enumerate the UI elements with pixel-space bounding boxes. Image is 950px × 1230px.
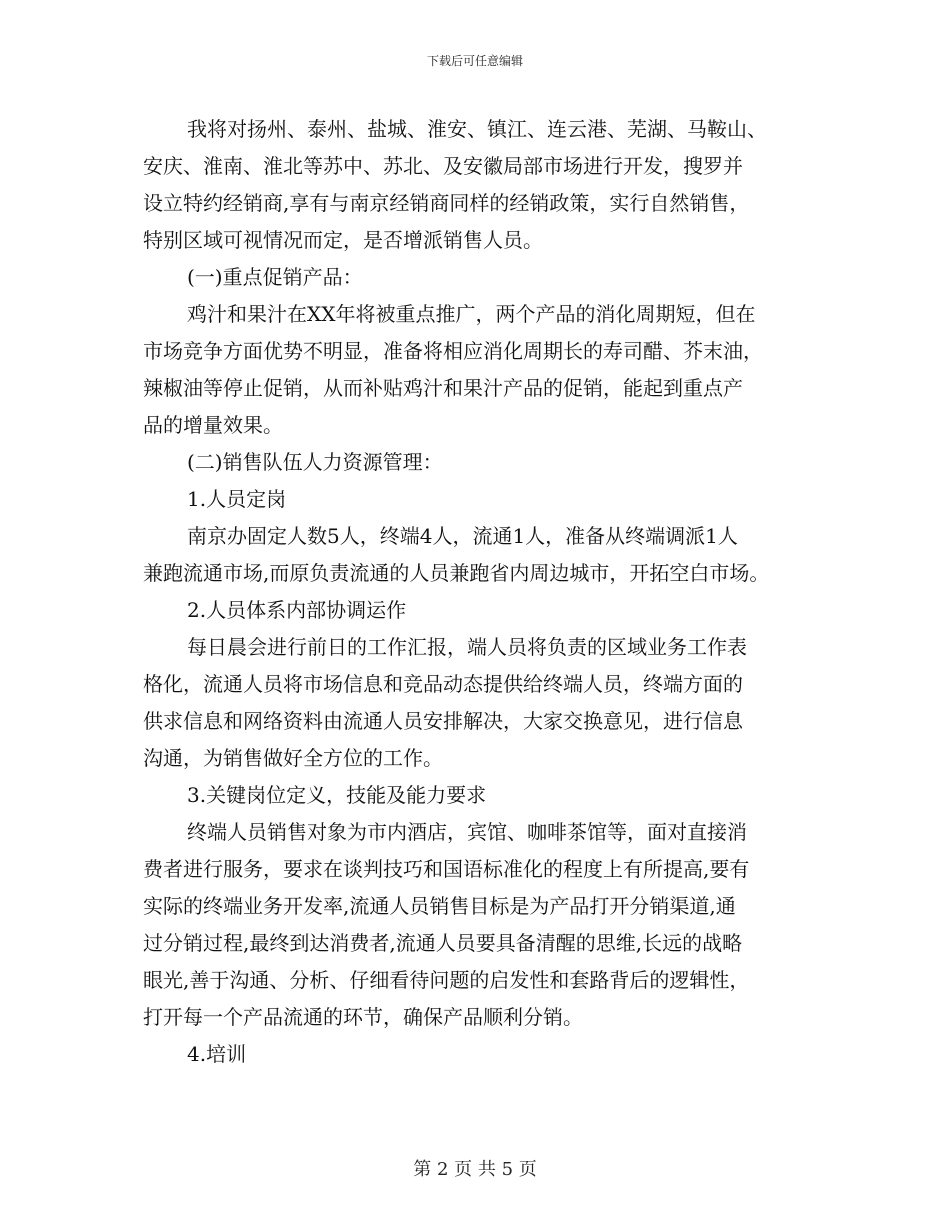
text-line: 辣椒油等停止促销，从而补贴鸡汁和果汁产品的促销，能起到重点产	[143, 376, 743, 400]
text-line: 2.人员体系内部协调运作	[187, 598, 407, 622]
text-line: 3.关键岗位定义，技能及能力要求	[187, 783, 487, 807]
text-line: 鸡汁和果汁在XX年将被重点推广，两个产品的消化周期短，但在	[187, 302, 756, 326]
text-line: 供求信息和网络资料由流通人员安排解决，大家交换意见，进行信息	[143, 709, 743, 733]
text-line: 费者进行服务，要求在谈判技巧和国语标准化的程度上有所提高,要有	[143, 857, 750, 881]
page-header: 下载后可任意编辑	[426, 54, 523, 68]
text-line: 安庆、淮南、淮北等苏中、苏北、及安徽局部市场进行开发，搜罗并	[143, 154, 743, 178]
text-line: 沟通，为销售做好全方位的工作。	[143, 746, 443, 770]
text-line: 兼跑流通市场,而原负责流通的人员兼跑省内周边城市，开拓空白市场。	[143, 561, 770, 585]
text-line: 设立特约经销商,享有与南京经销商同样的经销政策，实行自然销售，	[143, 191, 750, 215]
text-line: 每日晨会进行前日的工作汇报，端人员将负责的区域业务工作表	[187, 635, 747, 659]
text-line: 4.培训	[187, 1042, 247, 1066]
text-line: 特别区域可视情况而定，是否增派销售人员。	[143, 228, 543, 252]
text-line: 我将对扬州、泰州、盐城、淮安、镇江、连云港、芜湖、马鞍山、	[187, 117, 767, 141]
document-body	[143, 111, 823, 1073]
text-line: 格化，流通人员将市场信息和竞品动态提供给终端人员，终端方面的	[143, 672, 743, 696]
text-line: 市场竞争方面优势不明显，准备将相应消化周期长的寿司醋、芥末油，	[143, 339, 763, 363]
text-line: (一)重点促销产品：	[187, 265, 363, 289]
text-line: 南京办固定人数5人，终端4人，流通1人，准备从终端调派1人	[187, 524, 738, 548]
text-line: 过分销过程,最终到达消费者,流通人员要具备清醒的思维,长远的战略	[143, 931, 743, 955]
text-line: 1.人员定岗	[187, 487, 287, 511]
text-line: 终端人员销售对象为市内酒店，宾馆、咖啡茶馆等，面对直接消	[187, 820, 747, 844]
text-line: 品的增量效果。	[143, 413, 283, 437]
text-line: 眼光,善于沟通、分析、仔细看待问题的启发性和套路背后的逻辑性，	[143, 968, 750, 992]
text-line: 打开每一个产品流通的环节，确保产品顺利分销。	[143, 1005, 583, 1029]
text-line: (二)销售队伍人力资源管理：	[187, 450, 443, 474]
page-footer: 第 2 页 共 5 页	[413, 1159, 537, 1180]
text-line: 实际的终端业务开发率,流通人员销售目标是为产品打开分销渠道,通	[143, 894, 736, 918]
